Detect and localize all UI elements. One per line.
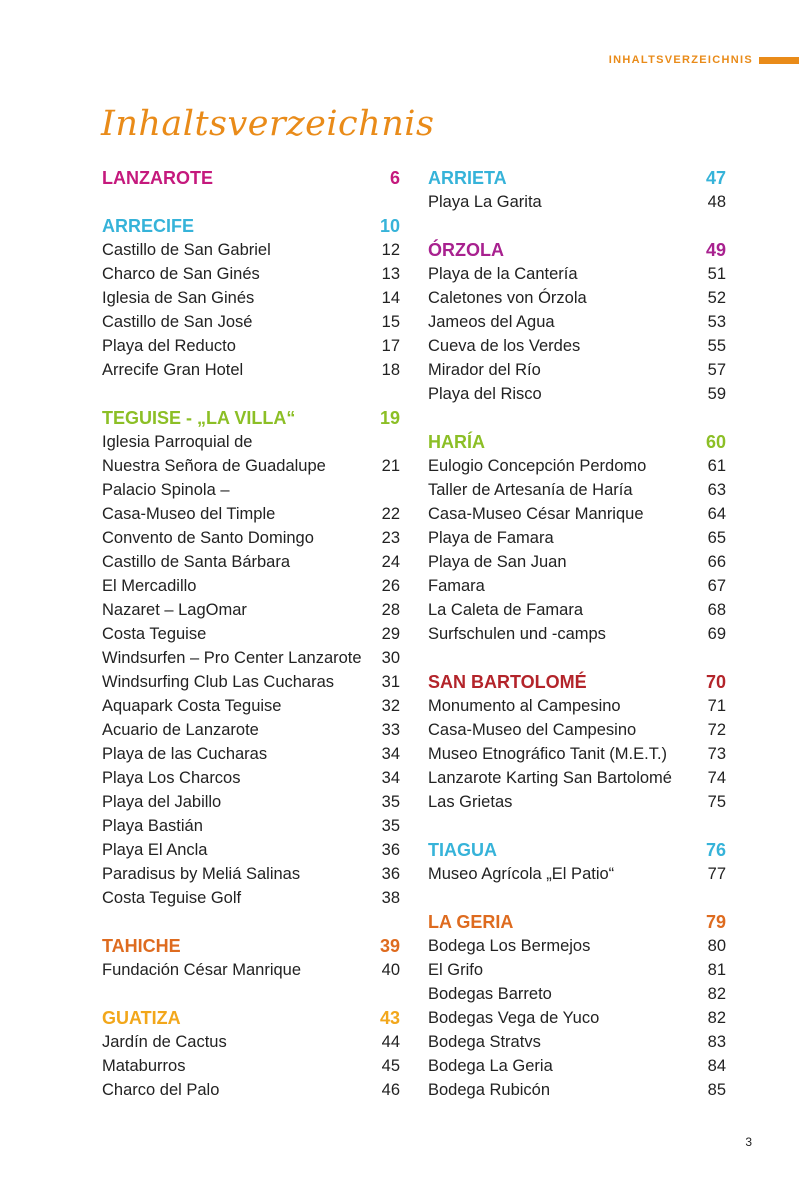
- entry-title: Playa del Reducto: [102, 337, 236, 355]
- running-header-label: INHALTSVERZEICHNIS: [608, 54, 753, 66]
- section-heading[interactable]: [428, 166, 726, 190]
- toc-entry[interactable]: [428, 190, 726, 214]
- entry-title: Taller de Artesanía de Haría: [428, 481, 633, 499]
- toc-entry[interactable]: [428, 790, 726, 814]
- toc-section: [428, 670, 726, 814]
- entry-title: Casa-Museo César Manrique: [428, 505, 644, 523]
- section-page-number: 47: [705, 168, 726, 188]
- section-page-number: 76: [705, 840, 726, 860]
- entry-page-number: 35: [381, 817, 400, 835]
- toc-entry[interactable]: [102, 670, 400, 694]
- section-title: ARRECIFE: [102, 216, 195, 236]
- entry-page-number: 85: [707, 1081, 726, 1099]
- toc-entry[interactable]: [428, 718, 726, 742]
- section-title: TIAGUA: [428, 840, 497, 860]
- section-heading[interactable]: [428, 430, 726, 454]
- entry-page-number: 34: [381, 745, 400, 763]
- entry-page-number: 17: [381, 337, 400, 355]
- entry-title: Castillo de Santa Bárbara: [102, 553, 291, 571]
- entry-title: Fundación César Manrique: [102, 961, 302, 979]
- toc-column-left: [102, 166, 400, 1126]
- toc-entry[interactable]: [102, 430, 400, 454]
- toc-section: [102, 934, 400, 982]
- entry-page-number: 53: [707, 313, 726, 331]
- toc-entry[interactable]: [428, 934, 726, 958]
- entry-title: Playa de San Juan: [428, 553, 567, 571]
- entry-page-number: 57: [707, 361, 726, 379]
- entry-page-number: 83: [707, 1033, 726, 1051]
- entry-page-number: 67: [707, 577, 726, 595]
- toc-entry[interactable]: [102, 766, 400, 790]
- entry-title: Mirador del Río: [428, 361, 541, 379]
- toc-section: [102, 406, 400, 910]
- toc-entry[interactable]: [102, 358, 400, 382]
- entry-page-number: 30: [381, 649, 400, 667]
- entry-title: El Grifo: [428, 961, 484, 979]
- entry-title: Playa Los Charcos: [102, 769, 241, 787]
- toc-section: [428, 238, 726, 406]
- entry-page-number: 77: [707, 865, 726, 883]
- entry-page-number: 29: [381, 625, 400, 643]
- entry-title: Bodega La Geria: [428, 1057, 553, 1075]
- toc-entry[interactable]: [428, 862, 726, 886]
- toc-entry[interactable]: [102, 478, 400, 502]
- toc-entry[interactable]: [102, 526, 400, 550]
- entry-page-number: 23: [381, 529, 400, 547]
- entry-page-number: 75: [707, 793, 726, 811]
- running-header: [609, 52, 799, 68]
- entry-title: Bodegas Barreto: [428, 985, 552, 1003]
- toc-entry[interactable]: [428, 598, 726, 622]
- toc-entry[interactable]: [102, 958, 400, 982]
- section-page-number: 43: [379, 1008, 400, 1028]
- entry-page-number: 33: [381, 721, 400, 739]
- entry-title: Playa Bastián: [102, 817, 203, 835]
- entry-page-number: 12: [381, 241, 400, 259]
- entry-title: Playa El Ancla: [102, 841, 208, 859]
- entry-page-number: 82: [707, 1009, 726, 1027]
- toc-entry[interactable]: [428, 550, 726, 574]
- toc-section: [428, 166, 726, 214]
- section-page-number: 60: [705, 432, 726, 452]
- toc-entry[interactable]: [102, 742, 400, 766]
- entry-title: Aquapark Costa Teguise: [102, 697, 282, 715]
- section-page-number: 19: [379, 408, 400, 428]
- entry-title: Famara: [428, 577, 485, 595]
- toc-column-right: [428, 166, 726, 1126]
- section-heading[interactable]: [102, 406, 400, 430]
- entry-title: Playa del Risco: [428, 385, 542, 403]
- entry-page-number: 80: [707, 937, 726, 955]
- entry-page-number: 46: [381, 1081, 400, 1099]
- entry-page-number: 28: [381, 601, 400, 619]
- entry-page-number: 18: [381, 361, 400, 379]
- toc-entry[interactable]: [428, 262, 726, 286]
- entry-page-number: 59: [707, 385, 726, 403]
- entry-page-number: 21: [381, 457, 400, 475]
- toc-section: [102, 214, 400, 382]
- toc-entry[interactable]: [428, 478, 726, 502]
- toc-entry[interactable]: [102, 454, 400, 478]
- entry-title: Cueva de los Verdes: [428, 337, 581, 355]
- entry-title: Charco del Palo: [102, 1081, 220, 1099]
- toc-entry[interactable]: [428, 1078, 726, 1102]
- toc-entry[interactable]: [428, 1054, 726, 1078]
- section-page-number: 39: [379, 936, 400, 956]
- entry-title: Charco de San Ginés: [102, 265, 260, 283]
- section-page-number: 10: [379, 216, 400, 236]
- toc-entry[interactable]: [102, 1030, 400, 1054]
- toc-entry[interactable]: [102, 310, 400, 334]
- section-title: LA GERIA: [428, 912, 514, 932]
- entry-title: Playa de las Cucharas: [102, 745, 268, 763]
- entry-page-number: 14: [381, 289, 400, 307]
- entry-title: Palacio Spinola –: [102, 481, 230, 499]
- entry-title: Eulogio Concepción Perdomo: [428, 457, 647, 475]
- toc-entry[interactable]: [102, 814, 400, 838]
- entry-title: Playa La Garita: [428, 193, 542, 211]
- entry-page-number: 73: [707, 745, 726, 763]
- entry-page-number: 40: [381, 961, 400, 979]
- entry-page-number: 48: [707, 193, 726, 211]
- page-number: 3: [745, 1135, 752, 1149]
- toc-entry[interactable]: [102, 646, 400, 670]
- toc-entry[interactable]: [102, 718, 400, 742]
- toc-entry[interactable]: [102, 334, 400, 358]
- entry-page-number: 45: [381, 1057, 400, 1075]
- entry-page-number: 74: [707, 769, 726, 787]
- entry-page-number: 15: [381, 313, 400, 331]
- toc-entry[interactable]: [102, 502, 400, 526]
- entry-title: Las Grietas: [428, 793, 513, 811]
- toc-entry[interactable]: [428, 1030, 726, 1054]
- entry-page-number: 31: [381, 673, 400, 691]
- entry-title: Windsurfen – Pro Center Lanzarote: [102, 649, 362, 667]
- entry-page-number: 61: [707, 457, 726, 475]
- entry-page-number: 71: [707, 697, 726, 715]
- toc-section: [428, 910, 726, 1102]
- toc-entry[interactable]: [102, 838, 400, 862]
- section-title: LANZAROTE: [102, 168, 213, 188]
- entry-page-number: 72: [707, 721, 726, 739]
- toc-entry[interactable]: [102, 1078, 400, 1102]
- entry-title: Lanzarote Karting San Bartolomé: [428, 769, 672, 787]
- entry-title: Mataburros: [102, 1057, 186, 1075]
- toc-entry[interactable]: [428, 286, 726, 310]
- toc-entry[interactable]: [428, 526, 726, 550]
- entry-title: Iglesia Parroquial de: [102, 433, 253, 451]
- toc-entry[interactable]: [428, 958, 726, 982]
- toc-entry[interactable]: [102, 1054, 400, 1078]
- toc-entry[interactable]: [428, 502, 726, 526]
- entry-title: Acuario de Lanzarote: [102, 721, 259, 739]
- section-page-number: 6: [389, 168, 400, 188]
- entry-title: Nazaret – LagOmar: [102, 601, 247, 619]
- toc-entry[interactable]: [428, 982, 726, 1006]
- section-page-number: 79: [705, 912, 726, 932]
- entry-title: Surfschulen und -camps: [428, 625, 606, 643]
- toc-entry[interactable]: [102, 286, 400, 310]
- toc-entry[interactable]: [428, 766, 726, 790]
- section-heading[interactable]: [102, 1006, 400, 1030]
- entry-title: Playa de la Cantería: [428, 265, 578, 283]
- toc-entry[interactable]: [102, 598, 400, 622]
- entry-title: Casa-Museo del Campesino: [428, 721, 637, 739]
- section-title: GUATIZA: [102, 1008, 181, 1028]
- entry-page-number: 51: [707, 265, 726, 283]
- entry-page-number: 44: [381, 1033, 400, 1051]
- toc-entry[interactable]: [428, 358, 726, 382]
- entry-page-number: 66: [707, 553, 726, 571]
- entry-title: Iglesia de San Ginés: [102, 289, 255, 307]
- toc-entry[interactable]: [102, 694, 400, 718]
- section-heading[interactable]: [428, 238, 726, 262]
- toc-entry[interactable]: [102, 574, 400, 598]
- entry-title: Castillo de San José: [102, 313, 253, 331]
- toc-entry[interactable]: [428, 310, 726, 334]
- toc-entry[interactable]: [102, 790, 400, 814]
- entry-page-number: 55: [707, 337, 726, 355]
- entry-page-number: 52: [707, 289, 726, 307]
- toc-entry[interactable]: [102, 262, 400, 286]
- entry-page-number: 82: [707, 985, 726, 1003]
- entry-title: Jameos del Agua: [428, 313, 555, 331]
- entry-title: Arrecife Gran Hotel: [102, 361, 244, 379]
- section-heading[interactable]: [428, 670, 726, 694]
- entry-title: Bodegas Vega de Yuco: [428, 1009, 600, 1027]
- section-page-number: 70: [705, 672, 726, 692]
- entry-page-number: 32: [381, 697, 400, 715]
- entry-title: Monumento al Campesino: [428, 697, 621, 715]
- entry-title: Castillo de San Gabriel: [102, 241, 271, 259]
- entry-page-number: 34: [381, 769, 400, 787]
- toc-section: [428, 430, 726, 646]
- entry-page-number: 24: [381, 553, 400, 571]
- toc-entry[interactable]: [428, 382, 726, 406]
- toc-section: [428, 838, 726, 886]
- section-heading[interactable]: [428, 910, 726, 934]
- entry-title: Costa Teguise Golf: [102, 889, 242, 907]
- entry-title: Playa de Famara: [428, 529, 554, 547]
- entry-page-number: 68: [707, 601, 726, 619]
- entry-title: Bodega Rubicón: [428, 1081, 551, 1099]
- entry-page-number: 13: [381, 265, 400, 283]
- entry-title: Nuestra Señora de Guadalupe: [102, 457, 326, 475]
- toc-entry[interactable]: [428, 334, 726, 358]
- toc-entry[interactable]: [428, 1006, 726, 1030]
- entry-title: Caletones von Órzola: [428, 289, 587, 307]
- entry-page-number: 36: [381, 865, 400, 883]
- section-heading[interactable]: [102, 214, 400, 238]
- entry-page-number: 63: [707, 481, 726, 499]
- toc-section: [102, 166, 400, 190]
- section-title: HARÍA: [428, 432, 485, 452]
- section-heading[interactable]: [102, 934, 400, 958]
- toc-entry[interactable]: [102, 886, 400, 910]
- entry-page-number: 35: [381, 793, 400, 811]
- toc-entry[interactable]: [102, 862, 400, 886]
- toc-entry[interactable]: [102, 622, 400, 646]
- entry-title: El Mercadillo: [102, 577, 197, 595]
- section-title: SAN BARTOLOMÉ: [428, 672, 587, 692]
- entry-page-number: 81: [707, 961, 726, 979]
- toc-entry[interactable]: [102, 550, 400, 574]
- section-title: ARRIETA: [428, 168, 507, 188]
- section-title: TEGUISE - „LA VILLA“: [102, 408, 296, 428]
- section-heading[interactable]: [428, 838, 726, 862]
- entry-page-number: 69: [707, 625, 726, 643]
- toc-section: [102, 1006, 400, 1102]
- entry-page-number: 38: [381, 889, 400, 907]
- entry-page-number: 65: [707, 529, 726, 547]
- entry-page-number: 36: [381, 841, 400, 859]
- entry-title: Costa Teguise: [102, 625, 207, 643]
- toc-entry[interactable]: [428, 454, 726, 478]
- section-heading[interactable]: [102, 166, 400, 190]
- entry-title: Bodega Stratvs: [428, 1033, 541, 1051]
- page-title: Inhaltsverzeichnis: [101, 104, 435, 144]
- entry-title: Windsurfing Club Las Cucharas: [102, 673, 335, 691]
- toc-entry[interactable]: [428, 622, 726, 646]
- entry-title: Jardín de Cactus: [102, 1033, 227, 1051]
- running-header-bar: [759, 57, 799, 64]
- entry-title: Paradisus by Meliá Salinas: [102, 865, 301, 883]
- entry-page-number: 64: [707, 505, 726, 523]
- entry-page-number: 22: [381, 505, 400, 523]
- entry-title: Casa-Museo del Timple: [102, 505, 276, 523]
- entry-title: Playa del Jabillo: [102, 793, 222, 811]
- entry-page-number: 84: [707, 1057, 726, 1075]
- section-page-number: 49: [705, 240, 726, 260]
- section-title: ÓRZOLA: [428, 240, 504, 260]
- toc-entry[interactable]: [428, 574, 726, 598]
- entry-page-number: 26: [381, 577, 400, 595]
- toc-entry[interactable]: [428, 694, 726, 718]
- section-title: TAHICHE: [102, 936, 181, 956]
- entry-title: Museo Agrícola „El Patio“: [428, 865, 615, 883]
- entry-title: Bodega Los Bermejos: [428, 937, 591, 955]
- entry-title: La Caleta de Famara: [428, 601, 584, 619]
- toc-entry[interactable]: [428, 742, 726, 766]
- entry-title: Museo Etnográfico Tanit (M.E.T.): [428, 745, 668, 763]
- toc-entry[interactable]: [102, 238, 400, 262]
- entry-title: Convento de Santo Domingo: [102, 529, 314, 547]
